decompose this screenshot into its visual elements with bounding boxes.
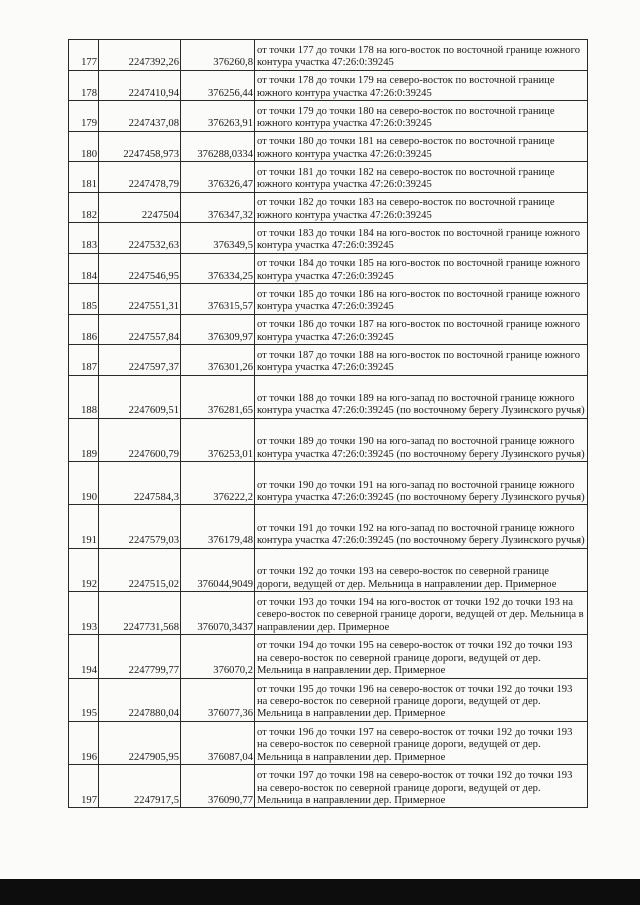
coordinate-y: 376070,3437 [181,591,255,634]
segment-description: от точки 189 до точки 190 на юго-запад по восточной границе южного контура участка 47:26:0:39245 (по восточному берегу Лузинского ручья) [255,418,588,461]
point-number: 179 [69,101,99,132]
segment-description: от точки 185 до точки 186 на юго-восток по восточной границе южного контура участка 47:26:0:39245 [255,284,588,315]
table-row [69,505,588,548]
coordinate-x: 2247609,51 [99,375,181,418]
segment-description: от точки 197 до точки 198 на северо-восток от точки 192 до точки 193 на северо-восток по северной границе дороги, ведущей от дер. Мельница в направлении дер. Примерное [255,765,588,808]
point-number: 181 [69,162,99,193]
table-row [69,253,588,284]
point-number: 182 [69,192,99,223]
point-number: 196 [69,721,99,764]
coordinate-y: 376179,48 [181,505,255,548]
coordinate-x: 2247597,37 [99,345,181,376]
coordinate-y: 376347,32 [181,192,255,223]
coordinate-x: 2247532,63 [99,223,181,254]
table-row [69,284,588,315]
point-number: 178 [69,70,99,101]
point-number: 187 [69,345,99,376]
coordinate-x: 2247458,973 [99,131,181,162]
coordinate-x: 2247437,08 [99,101,181,132]
coordinate-x: 2247515,02 [99,548,181,591]
coordinate-y: 376288,0334 [181,131,255,162]
point-number: 191 [69,505,99,548]
table-row [69,591,588,634]
coordinate-y: 376077,36 [181,678,255,721]
segment-description: от точки 184 до точки 185 на юго-восток по восточной границе южного контура участка 47:26:0:39245 [255,253,588,284]
coordinate-y: 376087,04 [181,721,255,764]
point-number: 186 [69,314,99,345]
segment-description: от точки 179 до точки 180 на северо-восток по восточной границе южного контура участка 47:26:0:39245 [255,101,588,132]
table-row [69,192,588,223]
coordinate-x: 2247799,77 [99,635,181,678]
scan-bottom-edge [0,879,640,905]
point-number: 193 [69,591,99,634]
coordinate-y: 376070,2 [181,635,255,678]
coordinate-y: 376281,65 [181,375,255,418]
table-row [69,635,588,678]
segment-description: от точки 177 до точки 178 на юго-восток по восточной границе южного контура участка 47:26:0:39245 [255,40,588,71]
table-row [69,314,588,345]
coordinate-x: 2247392,26 [99,40,181,71]
boundary-coordinates-table [68,39,588,808]
point-number: 177 [69,40,99,71]
coordinate-y: 376263,91 [181,101,255,132]
segment-description: от точки 180 до точки 181 на северо-восток по восточной границе южного контура участка 47:26:0:39245 [255,131,588,162]
segment-description: от точки 192 до точки 193 на северо-восток по северной границе дороги, ведущей от дер. Мельница в направлении дер. Примерное [255,548,588,591]
segment-description: от точки 191 до точки 192 на юго-запад по восточной границе южного контура участка 47:26:0:39245 (по восточному берегу Лузинского ручья) [255,505,588,548]
coordinate-x: 2247579,03 [99,505,181,548]
point-number: 184 [69,253,99,284]
table-row [69,131,588,162]
coordinate-y: 376222,2 [181,462,255,505]
point-number: 194 [69,635,99,678]
point-number: 185 [69,284,99,315]
coordinate-x: 2247600,79 [99,418,181,461]
coordinate-y: 376349,5 [181,223,255,254]
coordinate-y: 376090,77 [181,765,255,808]
coordinate-y: 376301,26 [181,345,255,376]
point-number: 192 [69,548,99,591]
coordinate-x: 2247551,31 [99,284,181,315]
segment-description: от точки 183 до точки 184 на юго-восток по восточной границе южного контура участка 47:26:0:39245 [255,223,588,254]
table-row [69,40,588,71]
coordinate-x: 2247917,5 [99,765,181,808]
point-number: 180 [69,131,99,162]
coordinate-x: 2247478,79 [99,162,181,193]
segment-description: от точки 182 до точки 183 на северо-восток по восточной границе южного контура участка 47:26:0:39245 [255,192,588,223]
coordinate-y: 376309,97 [181,314,255,345]
segment-description: от точки 186 до точки 187 на юго-восток по восточной границе южного контура участка 47:26:0:39245 [255,314,588,345]
table-body [69,40,588,808]
table-row [69,678,588,721]
table-row [69,223,588,254]
table-row [69,162,588,193]
table-row [69,721,588,764]
point-number: 183 [69,223,99,254]
segment-description: от точки 188 до точки 189 на юго-запад по восточной границе южного контура участка 47:26:0:39245 (по восточному берегу Лузинского ручья) [255,375,588,418]
table-row [69,548,588,591]
segment-description: от точки 178 до точки 179 на северо-восток по восточной границе южного контура участка 47:26:0:39245 [255,70,588,101]
coordinate-x: 2247880,04 [99,678,181,721]
table-row [69,101,588,132]
coordinate-x: 2247504 [99,192,181,223]
coordinate-x: 2247410,94 [99,70,181,101]
table-row [69,70,588,101]
table-row [69,345,588,376]
coordinate-x: 2247557,84 [99,314,181,345]
table-row [69,418,588,461]
point-number: 197 [69,765,99,808]
segment-description: от точки 196 до точки 197 на северо-восток от точки 192 до точки 193 на северо-восток по северной границе дороги, ведущей от дер. Мельница в направлении дер. Примерное [255,721,588,764]
coordinate-y: 376256,44 [181,70,255,101]
segment-description: от точки 181 до точки 182 на северо-восток по восточной границе южного контура участка 47:26:0:39245 [255,162,588,193]
segment-description: от точки 190 до точки 191 на юго-запад по восточной границе южного контура участка 47:26:0:39245 (по восточному берегу Лузинского ручья) [255,462,588,505]
coordinate-x: 2247905,95 [99,721,181,764]
table-row [69,462,588,505]
point-number: 189 [69,418,99,461]
point-number: 195 [69,678,99,721]
point-number: 190 [69,462,99,505]
segment-description: от точки 193 до точки 194 на юго-восток от точки 192 до точки 193 на северо-восток по северной границе дороги, ведущей от дер. Мельница в направлении дер. Примерное [255,591,588,634]
segment-description: от точки 195 до точки 196 на северо-восток от точки 192 до точки 193 на северо-восток по северной границе дороги, ведущей от дер. Мельница в направлении дер. Примерное [255,678,588,721]
coordinate-y: 376315,57 [181,284,255,315]
coordinate-y: 376044,9049 [181,548,255,591]
coordinate-y: 376334,25 [181,253,255,284]
table-row [69,375,588,418]
segment-description: от точки 187 до точки 188 на юго-восток по восточной границе южного контура участка 47:26:0:39245 [255,345,588,376]
coordinate-x: 2247731,568 [99,591,181,634]
segment-description: от точки 194 до точки 195 на северо-восток от точки 192 до точки 193 на северо-восток по северной границе дороги, ведущей от дер. Мельница в направлении дер. Примерное [255,635,588,678]
coordinate-y: 376253,01 [181,418,255,461]
coordinate-y: 376260,8 [181,40,255,71]
table-row [69,765,588,808]
point-number: 188 [69,375,99,418]
coordinate-x: 2247584,3 [99,462,181,505]
coordinate-x: 2247546,95 [99,253,181,284]
coordinate-y: 376326,47 [181,162,255,193]
